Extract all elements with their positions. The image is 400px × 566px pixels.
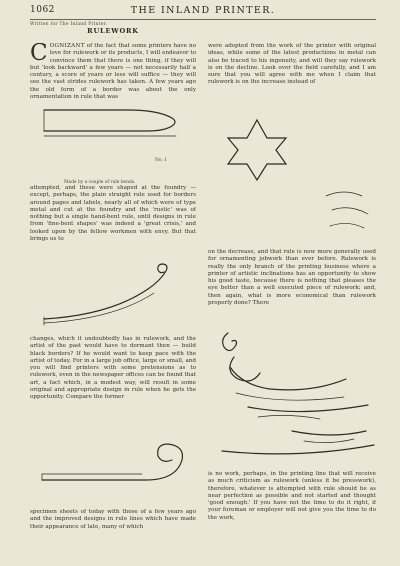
column-left-block-4: specimen sheets of today with those of a few years ago and the improved designs in rule lines which have made their appearance of late, many of which bbox=[30, 509, 196, 530]
article-title: RULEWORK bbox=[87, 27, 139, 35]
figure-3-scroll-rule bbox=[40, 434, 190, 486]
article-byline: · · · · · bbox=[98, 35, 128, 40]
written-for-note: Written for The Inland Printer. bbox=[30, 22, 108, 27]
running-title: THE INLAND PRINTER. bbox=[130, 5, 276, 16]
column-right-block-1: were adopted from the work of the printer with original ideas, while some of the latest productions in metal can also be traced to his ingenuity, and will they say rulework is on the decline. Look over the field carefully, and I am sure that you will agree with me when I claim that rulework is on the increase instead of bbox=[208, 43, 376, 86]
figure-star bbox=[226, 118, 288, 182]
figure-small-curves bbox=[322, 186, 372, 236]
figure-2 bbox=[40, 257, 180, 327]
page-number: 1062 bbox=[30, 5, 55, 15]
ornamental-swash-rules bbox=[212, 327, 378, 463]
page-header bbox=[30, 5, 376, 20]
figure-1-number: No. 1 bbox=[155, 158, 167, 163]
paragraph-intro bbox=[30, 43, 196, 99]
column-left-block-2: attempted, and these were shaped at the foundry — except, perhaps, the plain straight rule used for borders around pages and labels, nearly all of which were of type metal and cut at the foundry and the 'rustic' was of nothing but a single hand-bent rule, until designs in rule from 'fine-bent shapes' was indeed a 'great crisis,' and looked upon by the fellow workmen with envy. But that brings us to bbox=[30, 185, 196, 243]
lead-caps: OGNIZANT bbox=[49, 43, 85, 49]
figure-2-spiral-rule bbox=[40, 257, 180, 327]
figure-3 bbox=[40, 434, 190, 486]
column-right-block-3: is no work, perhaps, in the printing line that will receive as much criticism as rulework (unless it be presswork), therefore, whatever is attempted with rule should be as near perfection as possible and not started and thought 'good enough.' If you have not the time to do it right, if your foreman or employer will not give you the time to do the work, bbox=[208, 471, 376, 521]
small-curve-rules bbox=[322, 186, 372, 236]
drop-cap: C bbox=[30, 43, 48, 66]
column-left-block-3: changes, which it undoubtedly has in rulework, and the artist of the past would have to dormant then — build black borders? If he would want to keep pace with the artist of today. For in a large job office, large or small, and you will find printers with some pretensions as to rulework, even in the newspaper offices can be found that art, a fact which, in a modest way, will result in some original and appropriate design in rule when he gets the opportunity. Compare the former bbox=[30, 336, 196, 401]
figure-ornament bbox=[212, 327, 378, 463]
figure-1-rule-bend bbox=[40, 104, 180, 160]
figure-1-caption: Made by a couple of rule bends. bbox=[64, 180, 136, 185]
star-of-rule-icon bbox=[226, 118, 288, 182]
figure-1 bbox=[40, 104, 180, 185]
column-right-block-2: on the decrease, and that rule is now more generally used for ornamenting jobwork than ever before. Rulework is really the only branch of the printing business where a printer of artistic inclinations has an opportunity to show his good taste, because there is nothing that pleases the eye better than a well executed piece of rulework; and, then again, what is more economical than rulework properly done? There bbox=[208, 249, 376, 307]
paragraph-intro-text: of the fact that some printers have no love for rulework or its products, I will endeavor to convince them that there is one thing, if they will but 'look backward' a few years — not necessarily half a century, a score of years or less will suffice — they will see the vast strides rulework has taken. A few years ago the old form of a border was about the only ornamentation in rule that was bbox=[30, 43, 196, 99]
column-left-block-1 bbox=[30, 43, 196, 99]
